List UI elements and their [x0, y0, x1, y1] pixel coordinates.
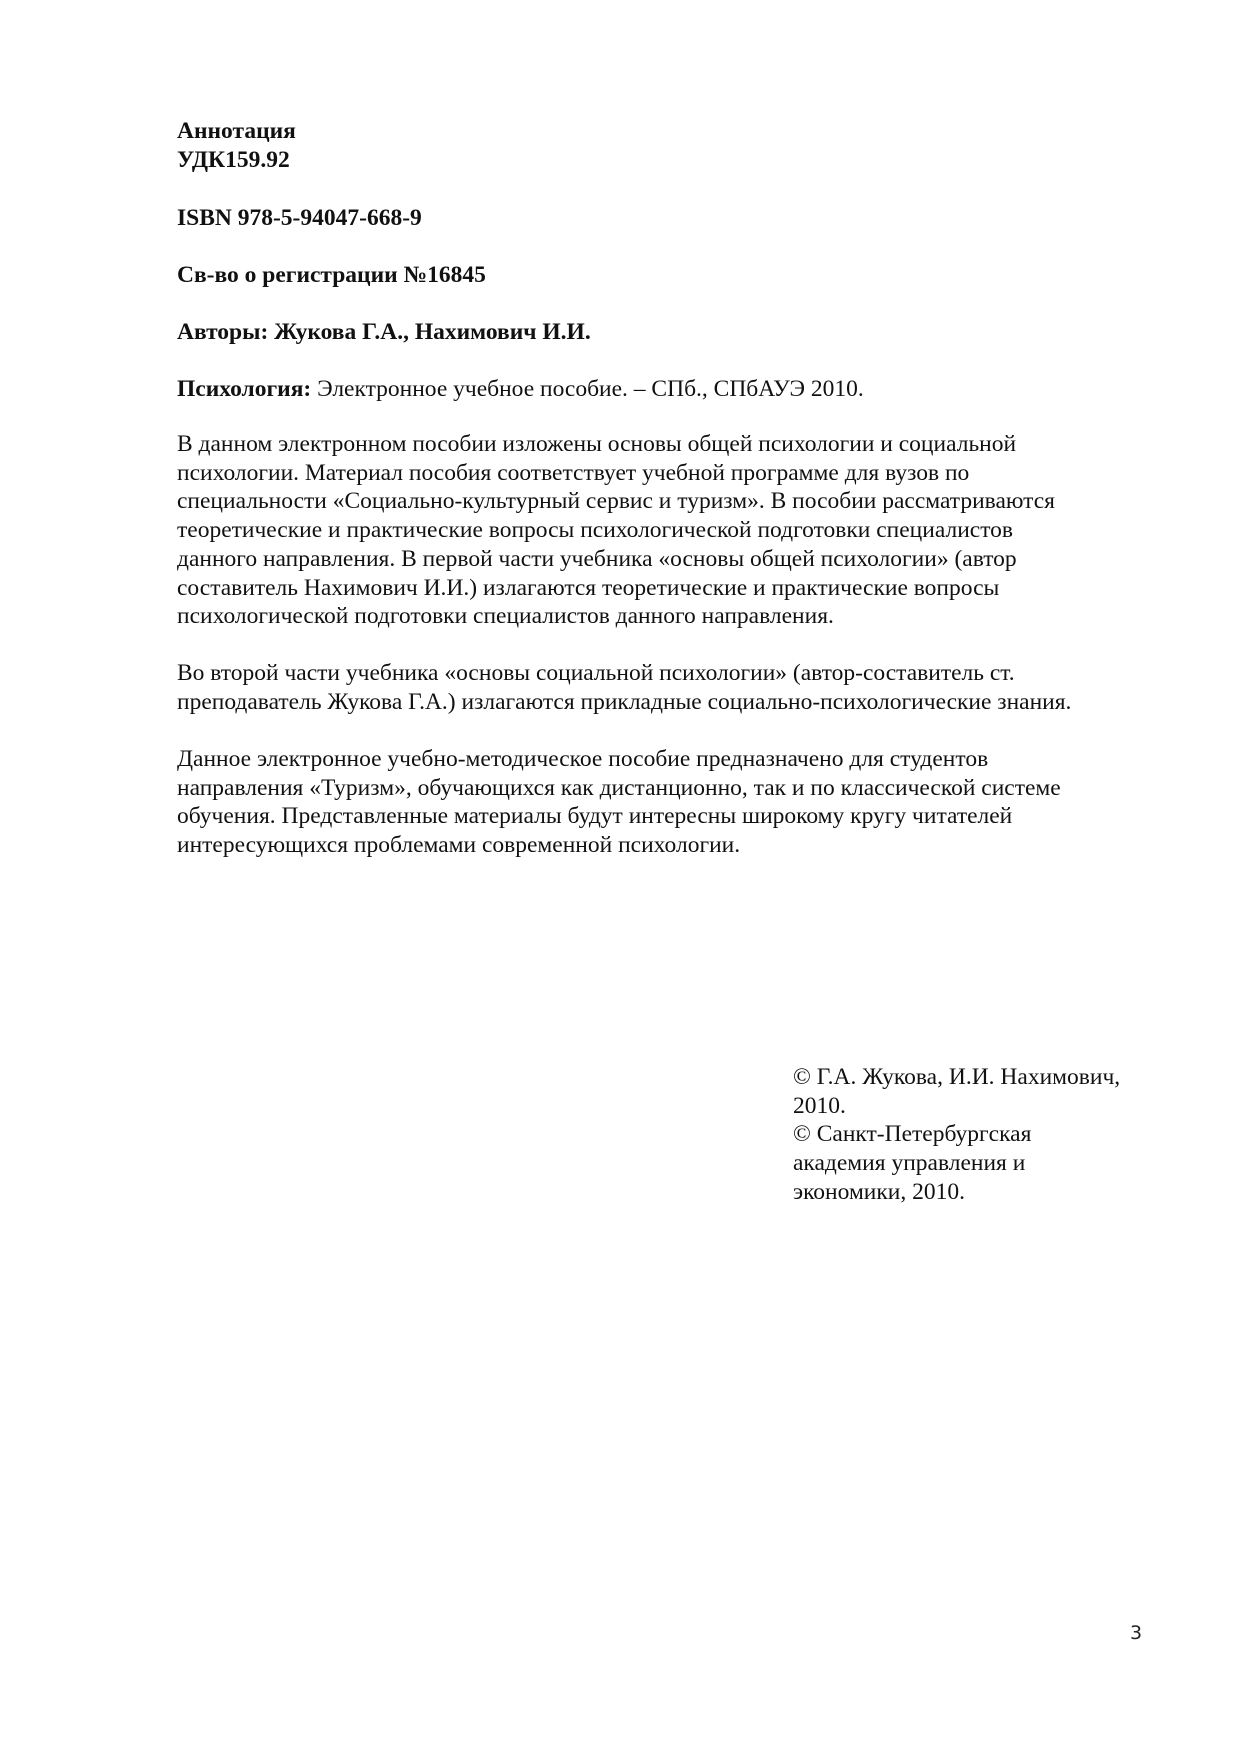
- paragraph-line: направления «Туризм», обучающихся как дистанционно, так и по классической системе: [177, 774, 1061, 801]
- paragraph-line: данного направления. В первой части учебника «основы общей психологии» (автор: [177, 545, 1017, 572]
- authors: Авторы: Жукова Г.А., Нахимович И.И.: [177, 319, 591, 345]
- copyright-line: экономики, 2010.: [793, 1178, 966, 1205]
- paragraph-line: теоретические и практические вопросы психологической подготовки специалистов: [177, 517, 1014, 544]
- paragraph-line: интересующихся проблемами современной психологии.: [177, 832, 741, 859]
- citation-text: Электронное учебное пособие. – СПб., СПбАУЭ 2010.: [311, 376, 864, 402]
- paragraph-line: обучения. Представленные материалы будут интересны широкому кругу читателей: [177, 803, 1013, 830]
- udk-code: УДК159.92: [177, 147, 290, 173]
- paragraph-2: [177, 659, 1071, 716]
- citation: [177, 375, 864, 404]
- paragraph-line: Во второй части учебника «основы социальной психологии» (автор-составитель ст.: [177, 660, 1015, 686]
- paragraph-1: [177, 430, 1055, 631]
- copyright-block: [793, 1063, 1120, 1207]
- paragraph-line: психологической подготовки специалистов данного направления.: [177, 603, 834, 630]
- copyright-line: 2010.: [793, 1092, 846, 1119]
- annotation-heading: Аннотация: [177, 118, 296, 144]
- registration-certificate: Св-во о регистрации №16845: [177, 262, 486, 288]
- paragraph-line: психологии. Материал пособия соответствует учебной программе для вузов по: [177, 459, 970, 486]
- paragraph-line: В данном электронном пособии изложены основы общей психологии и социальной: [177, 431, 1017, 457]
- paragraph-line: Данное электронное учебно-методическое пособие предназначено для студентов: [177, 746, 989, 772]
- isbn: ISBN 978-5-94047-668-9: [177, 205, 422, 231]
- paragraph-line: специальности «Социально-культурный сервис и туризм». В пособии рассматриваются: [177, 488, 1055, 515]
- paragraph-line: преподаватель Жукова Г.А.) излагаются прикладные социально-психологические знания.: [177, 688, 1072, 715]
- paragraph-3: [177, 745, 1061, 860]
- paragraph-line: составитель Нахимович И.И.) излагаются теоретические и практические вопросы: [177, 574, 1000, 601]
- citation-label: Психология:: [177, 376, 312, 402]
- copyright-line: © Г.А. Жукова, И.И. Нахимович,: [793, 1064, 1121, 1090]
- page-number: 3: [1130, 1622, 1143, 1644]
- copyright-line: © Санкт-Петербургская: [793, 1121, 1032, 1148]
- copyright-line: академия управления и: [793, 1150, 1026, 1177]
